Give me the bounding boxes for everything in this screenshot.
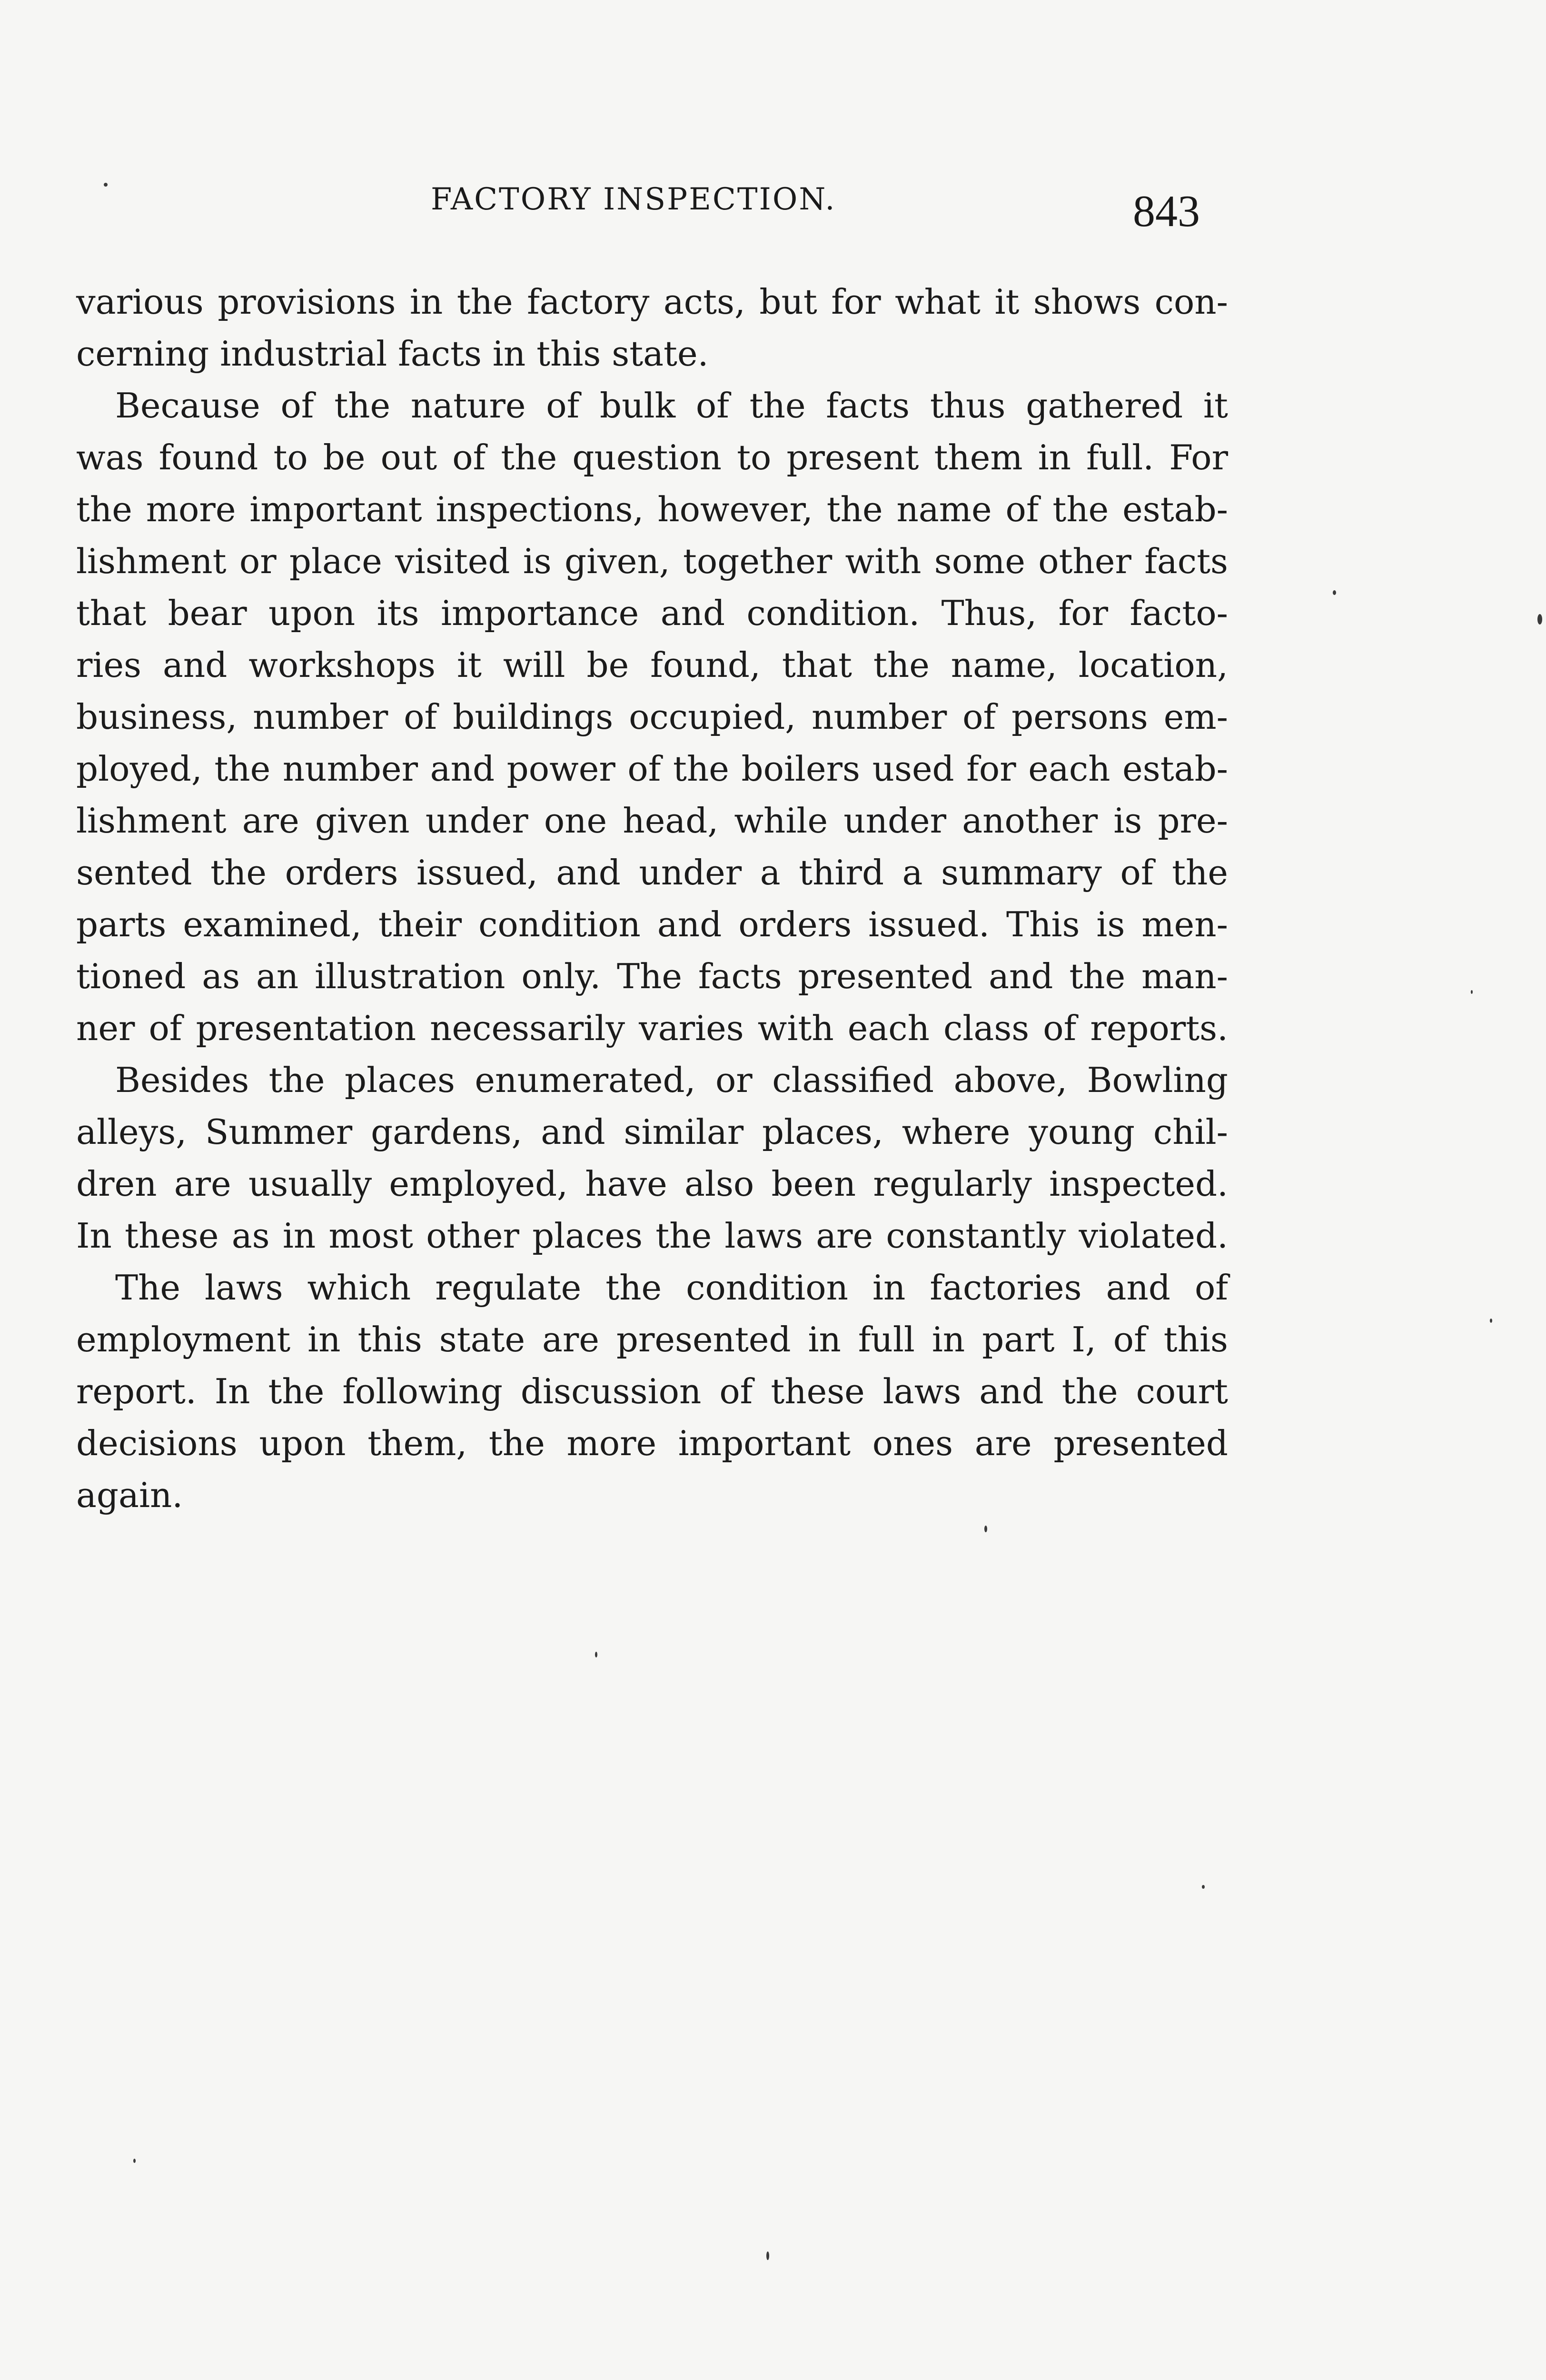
scan-speck [1471, 990, 1473, 994]
text-line: again. [76, 1475, 183, 1515]
text-line: The laws which regulate the condition in factories and of [115, 1268, 1228, 1308]
text-line: business, number of buildings occupied, number of persons em- [76, 697, 1228, 737]
text-line: cerning industrial facts in this state. [76, 334, 709, 374]
scan-speck [1537, 614, 1542, 625]
text-line: ployed, the number and power of the boilers used for each estab- [76, 749, 1228, 789]
scan-speck [1202, 1885, 1205, 1889]
text-line: that bear upon its importance and condition. Thus, for facto- [76, 593, 1228, 633]
text-line: ner of presentation necessarily varies with each class of reports. [76, 1008, 1228, 1048]
paragraph-1 [76, 276, 1228, 380]
text-line: the more important inspections, however, the name of the estab- [76, 489, 1228, 529]
text-line: sented the orders issued, and under a third a summary of the [76, 853, 1228, 892]
scan-speck [766, 2251, 769, 2260]
text-line: tioned as an illustration only. The facts presented and the man- [76, 956, 1228, 996]
scan-speck [133, 2159, 136, 2163]
text-line: report. In the following discussion of these laws and the court [76, 1371, 1228, 1411]
text-line: lishment or place visited is given, together with some other facts [76, 541, 1228, 581]
text-line: ries and workshops it will be found, that the name, location, [76, 645, 1228, 685]
text-line: In these as in most other places the laws are constantly violated. [76, 1216, 1228, 1256]
text-line: various provisions in the factory acts, but for what it shows con- [76, 282, 1228, 322]
text-line: dren are usually employed, have also been regularly inspected. [76, 1164, 1228, 1204]
text-line: decisions upon them, the more important ones are presented [76, 1423, 1228, 1463]
text-line: alleys, Summer gardens, and similar places, where young chil- [76, 1112, 1228, 1152]
scan-speck [984, 1526, 987, 1532]
paragraph-2 [76, 380, 1228, 1054]
text-line: lishment are given under one head, while under another is pre- [76, 801, 1228, 841]
running-head: FACTORY INSPECTION. [431, 182, 836, 217]
text-line: parts examined, their condition and orders issued. This is men- [76, 904, 1228, 944]
text-line: employment in this state are presented in full in part I, of this [76, 1319, 1228, 1359]
text-line: was found to be out of the question to present them in full. For [76, 437, 1228, 477]
scan-speck [1333, 590, 1336, 595]
page-number: 843 [1133, 187, 1200, 236]
text-line: Besides the places enumerated, or classified above, Bowling [115, 1060, 1228, 1100]
text-line: Because of the nature of bulk of the facts thus gathered it [115, 386, 1228, 426]
scan-speck [104, 183, 108, 187]
scan-speck [1490, 1319, 1492, 1323]
paragraph-4 [76, 1262, 1228, 1521]
paragraph-3 [76, 1054, 1228, 1262]
body-text [76, 276, 1228, 1521]
scan-speck [595, 1652, 597, 1657]
